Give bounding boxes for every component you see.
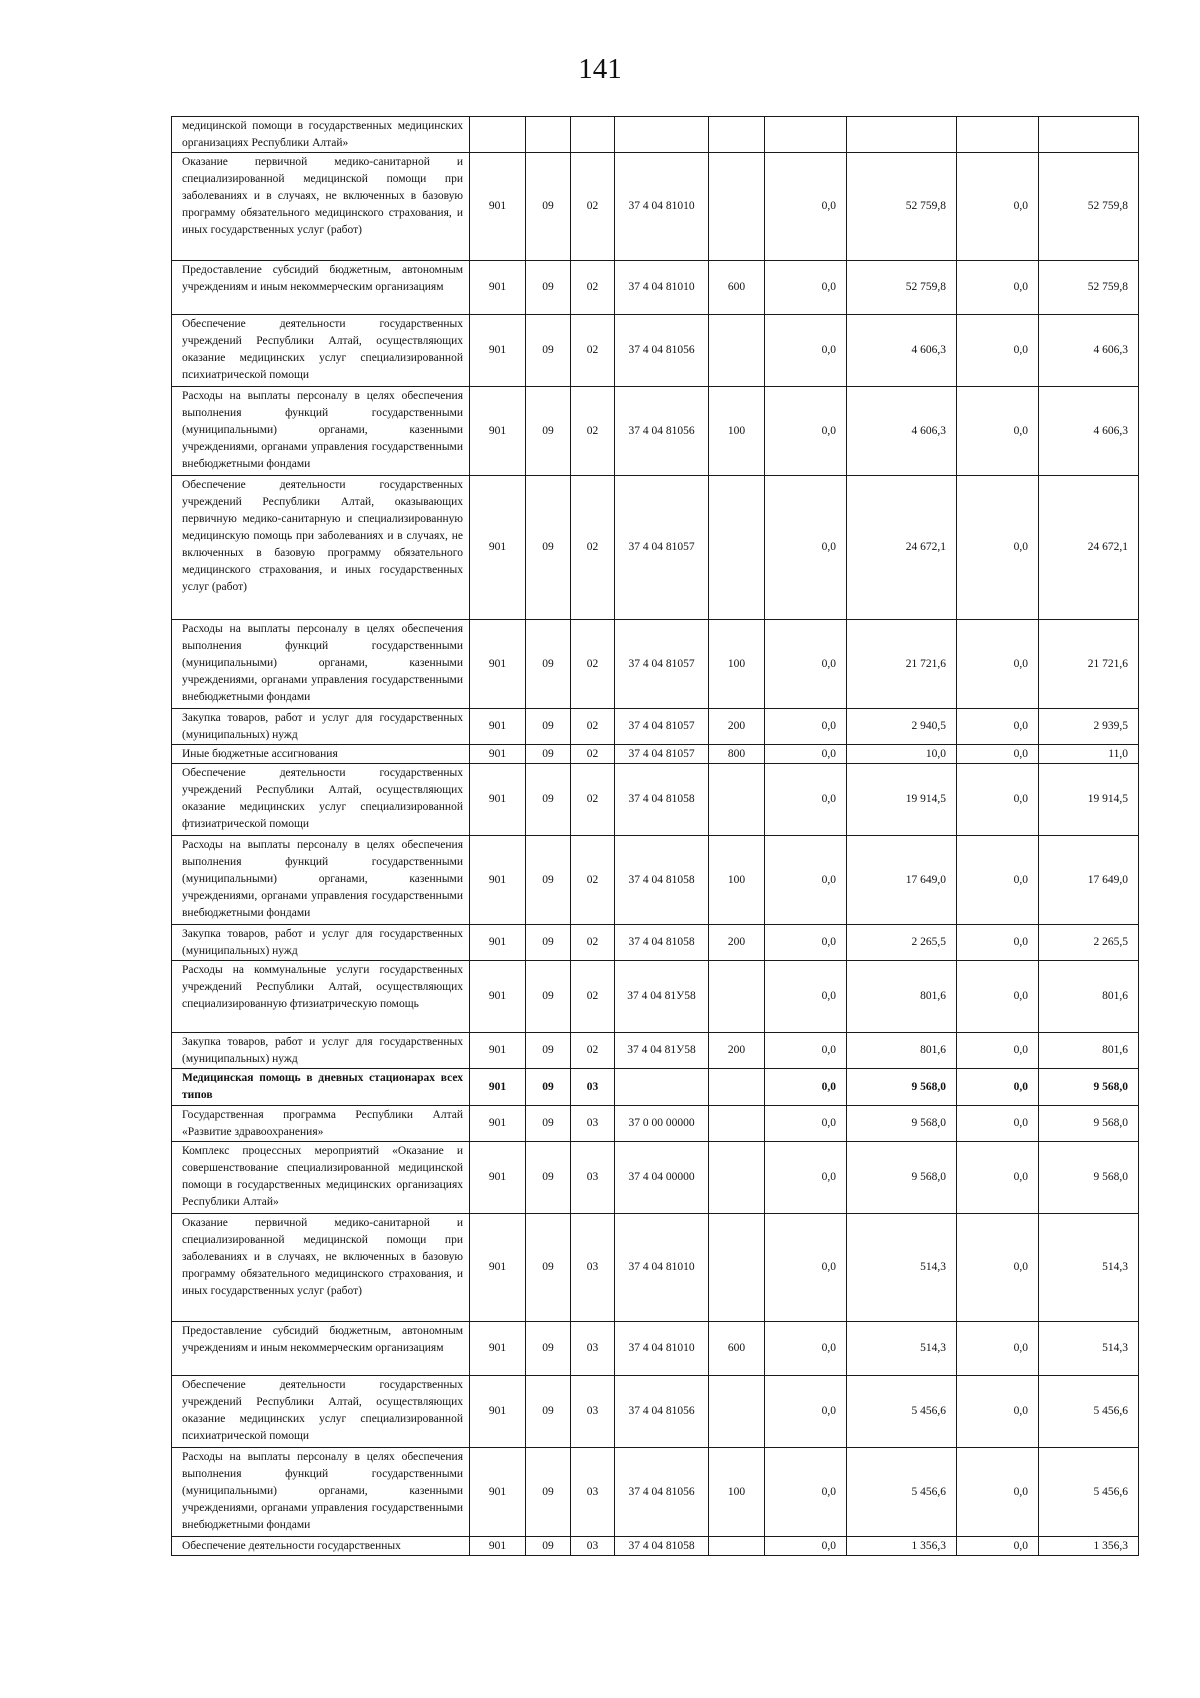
row-ved-code: 901: [470, 1142, 526, 1214]
row-amount-3: 0,0: [957, 836, 1039, 925]
row-amount-4: 514,3: [1039, 1322, 1139, 1376]
row-target-article: 37 4 04 81058: [615, 925, 709, 961]
row-target-article: 37 4 04 81010: [615, 1214, 709, 1322]
table-row: [172, 620, 1139, 709]
row-section-code: 09: [526, 1537, 571, 1556]
row-amount-3: 0,0: [957, 709, 1039, 745]
row-amount-3: 0,0: [957, 1376, 1039, 1448]
row-section-code: 09: [526, 961, 571, 1033]
row-amount-4: 24 672,1: [1039, 476, 1139, 620]
row-amount-1: 0,0: [765, 1322, 847, 1376]
row-expense-type: 200: [709, 1033, 765, 1069]
row-amount-3: 0,0: [957, 745, 1039, 764]
row-amount-2: 52 759,8: [847, 153, 957, 261]
row-expense-type: [709, 1214, 765, 1322]
row-amount-4: 52 759,8: [1039, 153, 1139, 261]
row-amount-1: 0,0: [765, 620, 847, 709]
row-amount-2: 514,3: [847, 1322, 957, 1376]
row-target-article: 37 4 04 81010: [615, 1322, 709, 1376]
page-number: 141: [578, 53, 622, 85]
table-row: [172, 1322, 1139, 1376]
row-amount-1: 0,0: [765, 1106, 847, 1142]
row-subsection-code: 03: [571, 1537, 615, 1556]
row-amount-4: 514,3: [1039, 1214, 1139, 1322]
row-subsection-code: 03: [571, 1322, 615, 1376]
row-amount-3: 0,0: [957, 1069, 1039, 1106]
row-section-code: 09: [526, 315, 571, 387]
row-ved-code: 901: [470, 1069, 526, 1106]
row-section-code: 09: [526, 1376, 571, 1448]
row-section-code: 09: [526, 1214, 571, 1322]
row-amount-1: 0,0: [765, 764, 847, 836]
row-amount-4: 4 606,3: [1039, 387, 1139, 476]
row-target-article: 37 4 04 81057: [615, 620, 709, 709]
row-amount-2: 801,6: [847, 961, 957, 1033]
row-amount-4: 9 568,0: [1039, 1142, 1139, 1214]
row-target-article: 37 4 04 81058: [615, 1537, 709, 1556]
row-name: Расходы на выплаты персоналу в целях обеспечения выполнения функций государственными (муниципальными) органами, казенными учреждениями, органами управления государственными внебюджетными фондами: [172, 387, 470, 476]
row-amount-1: 0,0: [765, 387, 847, 476]
row-amount-4: 5 456,6: [1039, 1448, 1139, 1537]
row-target-article: 37 4 04 81057: [615, 476, 709, 620]
row-amount-3: 0,0: [957, 387, 1039, 476]
table-row: [172, 925, 1139, 961]
row-target-article: 37 4 04 81У58: [615, 1033, 709, 1069]
row-ved-code: 901: [470, 620, 526, 709]
row-section-code: 09: [526, 745, 571, 764]
row-amount-2: 801,6: [847, 1033, 957, 1069]
row-amount-3: 0,0: [957, 1448, 1039, 1537]
row-amount-4: [1039, 117, 1139, 153]
row-subsection-code: 02: [571, 387, 615, 476]
row-name: Иные бюджетные ассигнования: [172, 745, 470, 764]
row-amount-1: 0,0: [765, 1537, 847, 1556]
table-row: [172, 387, 1139, 476]
row-expense-type: [709, 1537, 765, 1556]
row-target-article: 37 4 04 81057: [615, 745, 709, 764]
row-amount-1: [765, 117, 847, 153]
row-name: Обеспечение деятельности государственных учреждений Республики Алтай, осуществляющих оказание медицинских услуг специализированной психиатрической помощи: [172, 315, 470, 387]
row-amount-3: 0,0: [957, 1142, 1039, 1214]
table-row: [172, 117, 1139, 153]
row-subsection-code: 02: [571, 709, 615, 745]
table-row: [172, 261, 1139, 315]
row-name: Расходы на выплаты персоналу в целях обеспечения выполнения функций государственными (муниципальными) органами, казенными учреждениями, органами управления государственными внебюджетными фондами: [172, 836, 470, 925]
row-amount-4: 5 456,6: [1039, 1376, 1139, 1448]
row-section-code: 09: [526, 153, 571, 261]
row-name: Обеспечение деятельности государственных учреждений Республики Алтай, оказывающих первичную медико-санитарную и специализированную медицинскую помощь при заболеваниях и в случаях, не включенных в базовую программу обязательного медицинского страхования, и иных государственных услуг (работ): [172, 476, 470, 620]
row-amount-3: 0,0: [957, 961, 1039, 1033]
row-amount-3: 0,0: [957, 764, 1039, 836]
table-row: [172, 745, 1139, 764]
row-amount-3: 0,0: [957, 1214, 1039, 1322]
row-amount-2: 514,3: [847, 1214, 957, 1322]
row-section-code: 09: [526, 261, 571, 315]
row-name: Медицинская помощь в дневных стационарах всех типов: [172, 1069, 470, 1106]
table-row: [172, 476, 1139, 620]
row-target-article: 37 0 00 00000: [615, 1106, 709, 1142]
row-amount-1: 0,0: [765, 1448, 847, 1537]
row-ved-code: [470, 117, 526, 153]
row-amount-2: [847, 117, 957, 153]
row-section-code: 09: [526, 925, 571, 961]
row-amount-1: 0,0: [765, 1069, 847, 1106]
row-expense-type: [709, 117, 765, 153]
row-subsection-code: 03: [571, 1069, 615, 1106]
row-subsection-code: [571, 117, 615, 153]
row-section-code: 09: [526, 1322, 571, 1376]
row-name: Обеспечение деятельности государственных учреждений Республики Алтай, осуществляющих оказание медицинских услуг специализированной фтизиатрической помощи: [172, 764, 470, 836]
row-amount-1: 0,0: [765, 261, 847, 315]
table-row: [172, 1214, 1139, 1322]
row-amount-1: 0,0: [765, 1214, 847, 1322]
row-section-code: 09: [526, 709, 571, 745]
row-expense-type: [709, 1142, 765, 1214]
row-subsection-code: 02: [571, 836, 615, 925]
row-amount-4: 1 356,3: [1039, 1537, 1139, 1556]
row-amount-4: 9 568,0: [1039, 1106, 1139, 1142]
row-expense-type: 600: [709, 1322, 765, 1376]
row-expense-type: [709, 153, 765, 261]
row-amount-1: 0,0: [765, 1033, 847, 1069]
row-name: Обеспечение деятельности государственных: [172, 1537, 470, 1556]
row-target-article: 37 4 04 81056: [615, 1448, 709, 1537]
row-amount-1: 0,0: [765, 1376, 847, 1448]
table-row: [172, 836, 1139, 925]
row-section-code: 09: [526, 476, 571, 620]
table-row: [172, 1448, 1139, 1537]
row-amount-4: 9 568,0: [1039, 1069, 1139, 1106]
row-expense-type: 100: [709, 836, 765, 925]
row-name: медицинской помощи в государственных медицинских организациях Республики Алтай»: [172, 117, 470, 153]
row-target-article: 37 4 04 81057: [615, 709, 709, 745]
row-amount-2: 24 672,1: [847, 476, 957, 620]
table-row: [172, 961, 1139, 1033]
row-expense-type: [709, 476, 765, 620]
row-expense-type: 100: [709, 387, 765, 476]
row-section-code: 09: [526, 620, 571, 709]
row-expense-type: 200: [709, 925, 765, 961]
row-amount-4: 4 606,3: [1039, 315, 1139, 387]
row-amount-2: 4 606,3: [847, 315, 957, 387]
row-section-code: 09: [526, 836, 571, 925]
row-name: Расходы на выплаты персоналу в целях обеспечения выполнения функций государственными (муниципальными) органами, казенными учреждениями, органами управления государственными внебюджетными фондами: [172, 1448, 470, 1537]
row-target-article: 37 4 04 81У58: [615, 961, 709, 1033]
row-amount-1: 0,0: [765, 836, 847, 925]
row-amount-2: 2 940,5: [847, 709, 957, 745]
row-name: Обеспечение деятельности государственных учреждений Республики Алтай, осуществляющих оказание медицинских услуг специализированной психиатрической помощи: [172, 1376, 470, 1448]
row-subsection-code: 03: [571, 1448, 615, 1537]
row-amount-1: 0,0: [765, 961, 847, 1033]
row-ved-code: 901: [470, 1448, 526, 1537]
row-name: Оказание первичной медико-санитарной и специализированной медицинской помощи при заболеваниях и в случаях, не включенных в базовую программу обязательного медицинского страхования, и иных государственных услуг (работ): [172, 1214, 470, 1322]
row-amount-1: 0,0: [765, 315, 847, 387]
row-subsection-code: 03: [571, 1142, 615, 1214]
row-section-code: 09: [526, 387, 571, 476]
table-row: [172, 1376, 1139, 1448]
row-ved-code: 901: [470, 1106, 526, 1142]
row-amount-2: 2 265,5: [847, 925, 957, 961]
table-row: [172, 1069, 1139, 1106]
row-target-article: 37 4 04 81056: [615, 387, 709, 476]
row-ved-code: 901: [470, 261, 526, 315]
row-ved-code: 901: [470, 1033, 526, 1069]
table-row: [172, 1106, 1139, 1142]
row-amount-4: 52 759,8: [1039, 261, 1139, 315]
row-expense-type: 100: [709, 620, 765, 709]
row-amount-4: 19 914,5: [1039, 764, 1139, 836]
row-amount-1: 0,0: [765, 709, 847, 745]
row-ved-code: 901: [470, 836, 526, 925]
row-amount-4: 801,6: [1039, 961, 1139, 1033]
row-amount-1: 0,0: [765, 925, 847, 961]
row-amount-1: 0,0: [765, 745, 847, 764]
table-row: [172, 1537, 1139, 1556]
row-target-article: 37 4 04 81056: [615, 315, 709, 387]
row-name: Оказание первичной медико-санитарной и специализированной медицинской помощи при заболеваниях и в случаях, не включенных в базовую программу обязательного медицинского страхования, и иных государственных услуг (работ): [172, 153, 470, 261]
row-amount-3: 0,0: [957, 1106, 1039, 1142]
row-amount-4: 17 649,0: [1039, 836, 1139, 925]
row-ved-code: 901: [470, 315, 526, 387]
row-amount-1: 0,0: [765, 1142, 847, 1214]
row-ved-code: 901: [470, 153, 526, 261]
budget-table: [171, 116, 1139, 1556]
row-subsection-code: 02: [571, 1033, 615, 1069]
row-amount-3: 0,0: [957, 153, 1039, 261]
row-amount-2: 9 568,0: [847, 1069, 957, 1106]
row-amount-2: 5 456,6: [847, 1376, 957, 1448]
row-ved-code: 901: [470, 1376, 526, 1448]
row-target-article: 37 4 04 81058: [615, 764, 709, 836]
row-amount-2: 21 721,6: [847, 620, 957, 709]
row-amount-2: 5 456,6: [847, 1448, 957, 1537]
row-amount-1: 0,0: [765, 476, 847, 620]
row-expense-type: [709, 1069, 765, 1106]
row-amount-2: 1 356,3: [847, 1537, 957, 1556]
row-amount-2: 4 606,3: [847, 387, 957, 476]
row-name: Государственная программа Республики Алтай «Развитие здравоохранения»: [172, 1106, 470, 1142]
row-subsection-code: 02: [571, 745, 615, 764]
row-ved-code: 901: [470, 745, 526, 764]
row-amount-3: [957, 117, 1039, 153]
row-amount-3: 0,0: [957, 261, 1039, 315]
row-subsection-code: 02: [571, 961, 615, 1033]
row-name: Расходы на коммунальные услуги государственных учреждений Республики Алтай, осуществляющих специализированную фтизиатрическую помощь: [172, 961, 470, 1033]
row-ved-code: 901: [470, 387, 526, 476]
row-amount-2: 19 914,5: [847, 764, 957, 836]
row-subsection-code: 02: [571, 315, 615, 387]
row-amount-4: 2 939,5: [1039, 709, 1139, 745]
row-amount-3: 0,0: [957, 925, 1039, 961]
row-target-article: 37 4 04 81056: [615, 1376, 709, 1448]
row-expense-type: 800: [709, 745, 765, 764]
row-name: Предоставление субсидий бюджетным, автономным учреждениям и иным некоммерческим организациям: [172, 1322, 470, 1376]
row-subsection-code: 02: [571, 925, 615, 961]
row-ved-code: 901: [470, 1537, 526, 1556]
row-section-code: [526, 117, 571, 153]
row-ved-code: 901: [470, 925, 526, 961]
row-subsection-code: 03: [571, 1214, 615, 1322]
row-expense-type: 200: [709, 709, 765, 745]
row-target-article: 37 4 04 81058: [615, 836, 709, 925]
row-subsection-code: 03: [571, 1106, 615, 1142]
row-amount-4: 11,0: [1039, 745, 1139, 764]
row-ved-code: 901: [470, 476, 526, 620]
row-name: Закупка товаров, работ и услуг для государственных (муниципальных) нужд: [172, 709, 470, 745]
row-amount-3: 0,0: [957, 620, 1039, 709]
row-amount-1: 0,0: [765, 153, 847, 261]
row-amount-2: 52 759,8: [847, 261, 957, 315]
row-name: Предоставление субсидий бюджетным, автономным учреждениям и иным некоммерческим организациям: [172, 261, 470, 315]
row-expense-type: 100: [709, 1448, 765, 1537]
row-amount-3: 0,0: [957, 476, 1039, 620]
row-name: Закупка товаров, работ и услуг для государственных (муниципальных) нужд: [172, 925, 470, 961]
row-amount-3: 0,0: [957, 1033, 1039, 1069]
row-target-article: 37 4 04 81010: [615, 153, 709, 261]
row-section-code: 09: [526, 1033, 571, 1069]
row-amount-2: 10,0: [847, 745, 957, 764]
row-amount-3: 0,0: [957, 315, 1039, 387]
table-row: [172, 1142, 1139, 1214]
row-ved-code: 901: [470, 961, 526, 1033]
row-amount-3: 0,0: [957, 1537, 1039, 1556]
row-name: Расходы на выплаты персоналу в целях обеспечения выполнения функций государственными (муниципальными) органами, казенными учреждениями, органами управления государственными внебюджетными фондами: [172, 620, 470, 709]
row-expense-type: [709, 764, 765, 836]
row-ved-code: 901: [470, 709, 526, 745]
row-target-article: [615, 117, 709, 153]
table-row: [172, 153, 1139, 261]
row-subsection-code: 02: [571, 476, 615, 620]
table-row: [172, 315, 1139, 387]
row-subsection-code: 02: [571, 764, 615, 836]
row-target-article: [615, 1069, 709, 1106]
table-row: [172, 764, 1139, 836]
table-row: [172, 1033, 1139, 1069]
row-section-code: 09: [526, 1069, 571, 1106]
row-target-article: 37 4 04 00000: [615, 1142, 709, 1214]
row-amount-4: 21 721,6: [1039, 620, 1139, 709]
row-expense-type: [709, 961, 765, 1033]
row-expense-type: [709, 315, 765, 387]
row-target-article: 37 4 04 81010: [615, 261, 709, 315]
row-section-code: 09: [526, 1448, 571, 1537]
row-subsection-code: 02: [571, 153, 615, 261]
row-ved-code: 901: [470, 1214, 526, 1322]
row-amount-4: 801,6: [1039, 1033, 1139, 1069]
row-amount-2: 9 568,0: [847, 1106, 957, 1142]
row-ved-code: 901: [470, 1322, 526, 1376]
row-subsection-code: 03: [571, 1376, 615, 1448]
row-section-code: 09: [526, 764, 571, 836]
row-subsection-code: 02: [571, 620, 615, 709]
row-amount-3: 0,0: [957, 1322, 1039, 1376]
row-subsection-code: 02: [571, 261, 615, 315]
row-expense-type: 600: [709, 261, 765, 315]
row-ved-code: 901: [470, 764, 526, 836]
row-amount-4: 2 265,5: [1039, 925, 1139, 961]
row-name: Комплекс процессных мероприятий «Оказание и совершенствование специализированной медицинской помощи в государственных медицинских организациях Республики Алтай»: [172, 1142, 470, 1214]
row-amount-2: 9 568,0: [847, 1142, 957, 1214]
row-amount-2: 17 649,0: [847, 836, 957, 925]
table-row: [172, 709, 1139, 745]
row-section-code: 09: [526, 1142, 571, 1214]
row-name: Закупка товаров, работ и услуг для государственных (муниципальных) нужд: [172, 1033, 470, 1069]
row-expense-type: [709, 1376, 765, 1448]
row-section-code: 09: [526, 1106, 571, 1142]
row-expense-type: [709, 1106, 765, 1142]
